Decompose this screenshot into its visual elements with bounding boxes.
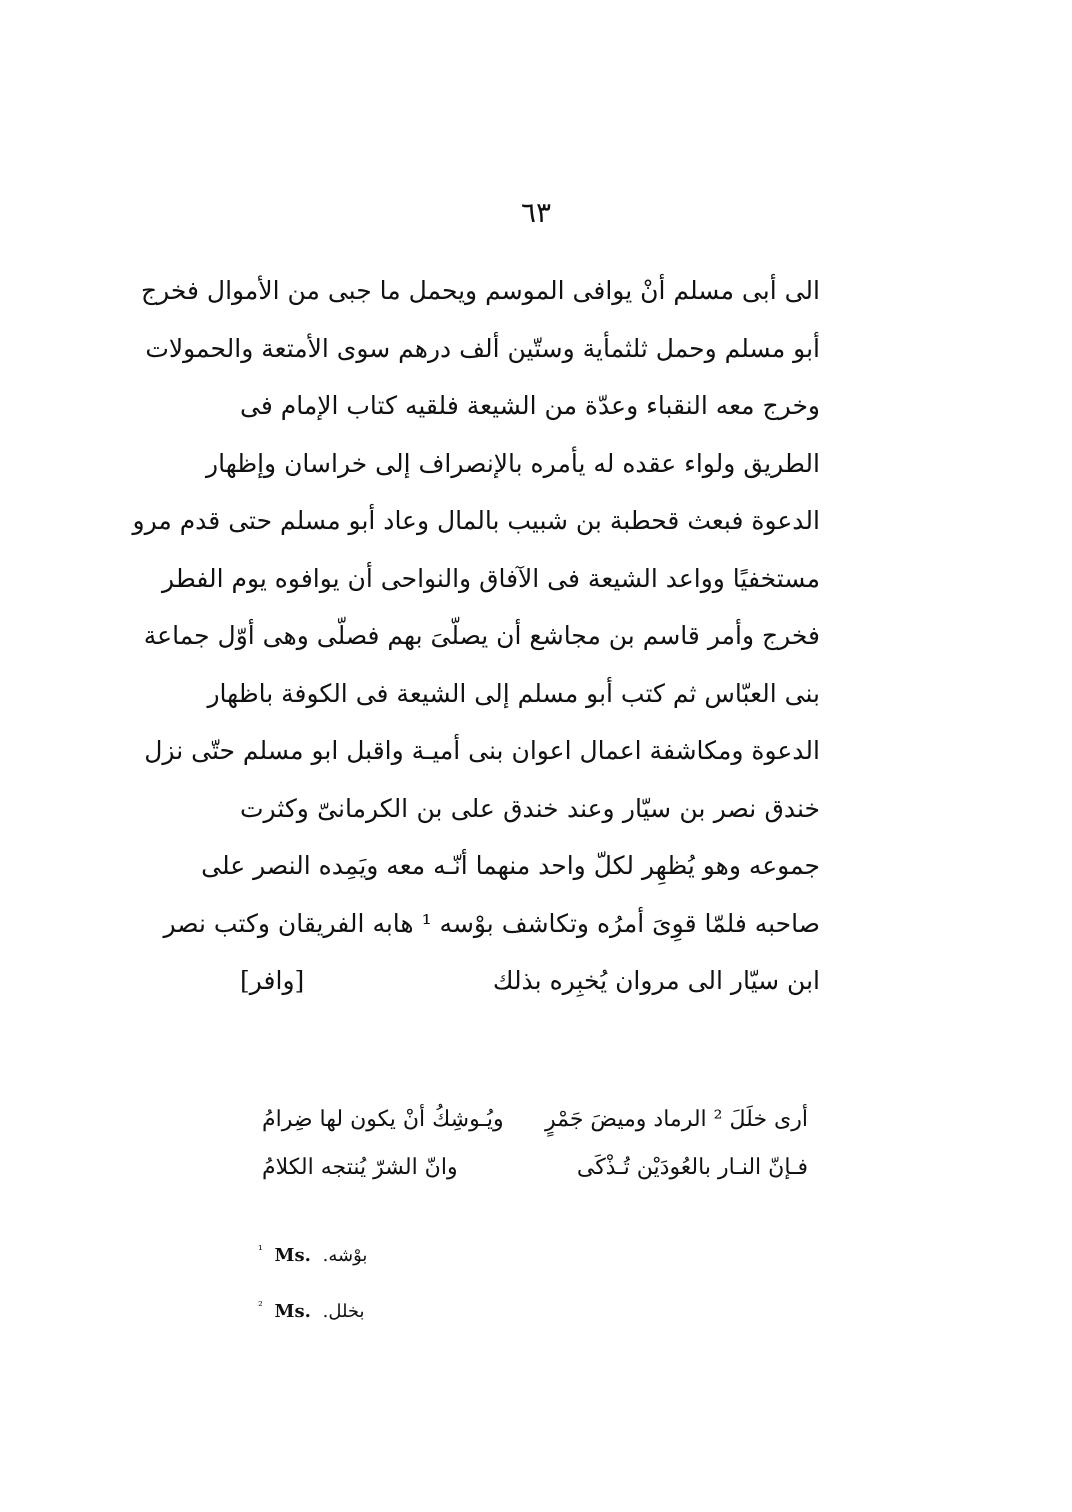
poem-verse [262, 1144, 808, 1192]
text-line: خندق نصر بن سيّار وعند خندق على بن الكرمانىّ وكثرت [240, 793, 820, 823]
footnotes [258, 1222, 478, 1334]
hemistich-first: فـإنّ النـار بالعُودَيْن تُـذْكَى [576, 1155, 808, 1180]
page-number: ٦٣ [520, 196, 552, 229]
footnote [258, 1278, 478, 1334]
text-line-content: ابن سيّار الى مروان يُخبِره بذلك [492, 966, 820, 995]
text-line: أبو مسلم وحمل ثلثمأية وستّين ألف درهم سوى الأمتعة والحمولات [145, 333, 820, 363]
footnote-mark: ¹ [258, 1243, 263, 1257]
footnote-word: بوْشه. [322, 1245, 368, 1266]
footnote-mark: ² [258, 1299, 263, 1313]
text-line: صاحبه فلمّا قوِىَ أمرُه وتكاشف بوْسه ¹ هابه الفريقان وكتب نصر [163, 908, 820, 938]
hemistich-second: ويُـوشِكُ أنْ يكون لها ضِرامُ [262, 1107, 504, 1132]
text-line: الدعوة فبعث قحطبة بن شبيب بالمال وعاد أبو مسلم حتى قدم مرو [132, 506, 820, 535]
text-line: فخرج وأمر قاسم بن مجاشع أن يصلّىَ بهم فصلّى وهى أوّل جماعة [143, 621, 820, 650]
hemistich-second: وانّ الشرّ يُنتجه الكلامُ [262, 1155, 458, 1180]
text-line: الدعوة ومكاشفة اعمال اعوان بنى أميـة واقبل ابو مسلم حتّى نزل [144, 736, 820, 765]
footnote-word: بخلل. [322, 1301, 365, 1322]
body-text [132, 262, 820, 1010]
hemistich-first: أرى خلَلَ ² الرماد وميضَ جَمْرٍ [544, 1107, 808, 1132]
text-line: مستخفيًا وواعد الشيعة فى الآفاق والنواحى أن يوافوه يوم الفطر [162, 563, 820, 593]
poem-verse [262, 1096, 808, 1144]
text-line-last [240, 952, 820, 1010]
text-line: جموعه وهو يُظهِر لكلّ واحد منهما أنّـه معه ويَمِده النصر على [201, 851, 820, 880]
text-line: بنى العبّاس ثم كتب أبو مسلم إلى الشيعة فى الكوفة باظهار [207, 678, 820, 708]
text-line: وخرج معه النقباء وعدّة من الشيعة فلقيه كتاب الإمام فى [240, 391, 820, 420]
footnote-label: Ms. [274, 1245, 311, 1266]
text-line: الطريق ولواء عقده له يأمره بالإنصراف إلى خراسان وإظهار [206, 448, 820, 478]
text-line: الى أبى مسلم أنْ يوافى الموسم ويحمل ما جبى من الأموال فخرج [140, 276, 820, 305]
footnote-label: Ms. [274, 1301, 311, 1322]
poem [262, 1096, 808, 1192]
meter-tag: [وافر] [240, 966, 305, 995]
footnote [258, 1222, 478, 1278]
